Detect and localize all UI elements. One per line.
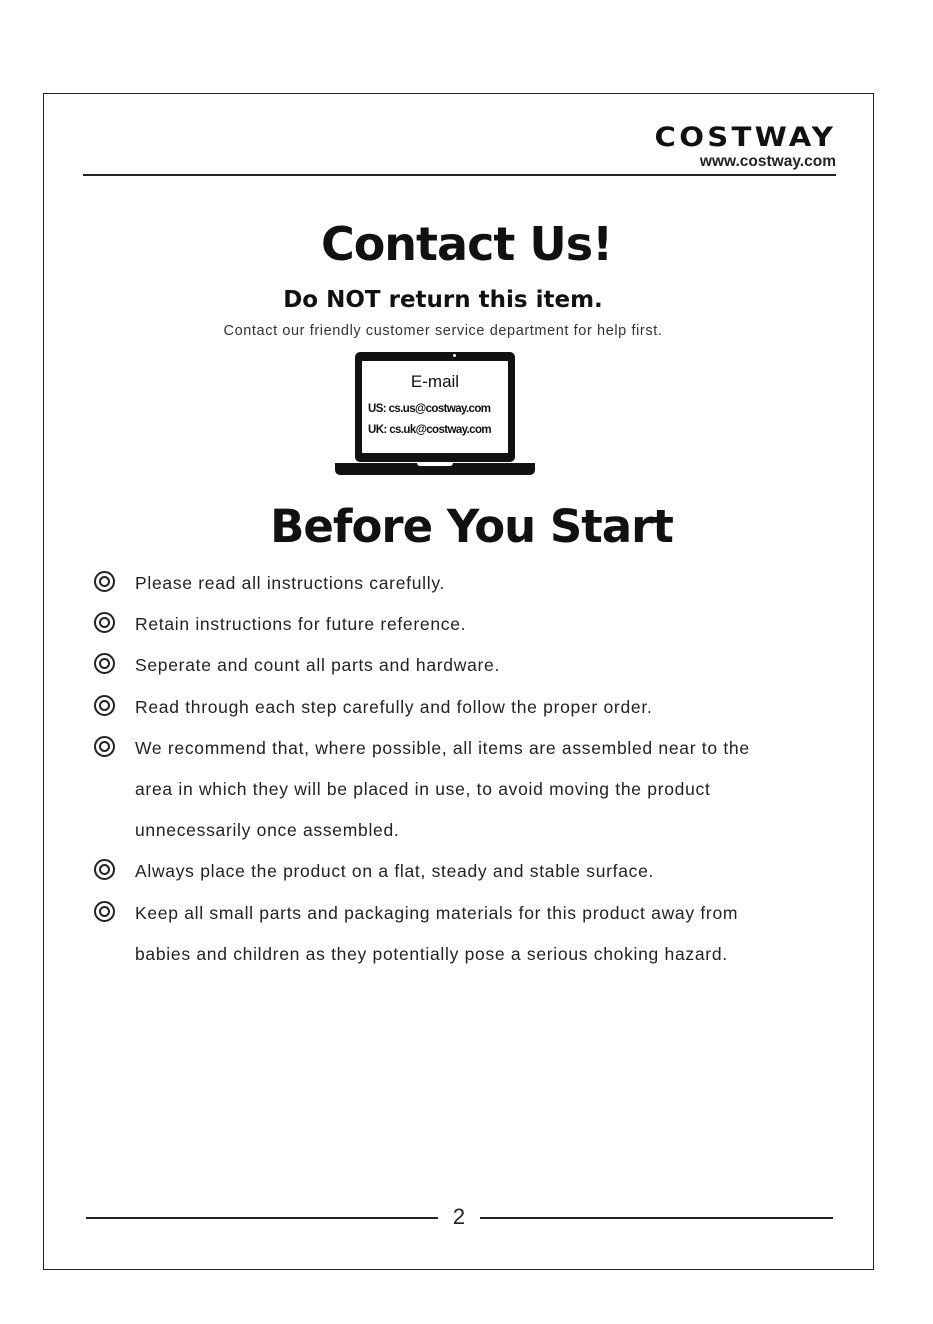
contact-title: Contact Us! [320,217,613,271]
email-us: US: cs.us@costway.com [368,403,491,415]
before-you-start-title: Before You Start [270,500,673,553]
instruction-line: Retain instructions for future reference. [135,614,467,635]
header-divider [83,174,836,176]
email-uk: UK: cs.uk@costway.com [368,424,492,436]
do-not-return-warning: Do NOT return this item. [283,287,603,313]
instruction-line: Keep all small parts and packaging materials for this product away from [135,902,739,923]
footer-divider-right [480,1217,833,1219]
double-circle-bullet-icon [94,859,115,880]
instruction-line: unnecessarily once assembled. [135,820,400,841]
instruction-line: Seperate and count all parts and hardware. [135,655,501,676]
brand-url: www.costway.com [699,153,836,170]
laptop-notch [417,463,453,466]
instruction-line: Read through each step carefully and follow the proper order. [135,696,653,717]
instruction-list [93,563,853,975]
laptop-camera [453,354,456,357]
instruction-item [93,851,853,892]
costway-logo: COSTWAY [654,122,836,153]
double-circle-bullet-icon [94,612,115,633]
instruction-line: Always place the product on a flat, steady and stable surface. [135,861,655,882]
brand-header [654,122,836,172]
double-circle-bullet-icon [94,695,115,716]
contact-subtitle: Contact our friendly customer service department for help first. [223,323,663,339]
instruction-item [93,563,853,604]
double-circle-bullet-icon [94,653,115,674]
page-number: 2 [452,1204,466,1229]
email-heading: E-mail [410,372,460,391]
footer-divider-left [86,1217,438,1219]
instruction-line: babies and children as they potentially pose a serious choking hazard. [135,943,728,964]
double-circle-bullet-icon [94,571,115,592]
instruction-item [93,604,853,645]
double-circle-bullet-icon [94,901,115,922]
instruction-item [93,728,853,852]
instruction-item [93,645,853,686]
double-circle-bullet-icon [94,736,115,757]
instruction-line: area in which they will be placed in use, to avoid moving the product [135,779,711,800]
laptop-icon [335,352,535,478]
instruction-line: Please read all instructions carefully. [135,573,446,593]
instruction-line: We recommend that, where possible, all items are assembled near to the [135,737,750,758]
instruction-item [93,687,853,728]
instruction-item [93,893,853,975]
